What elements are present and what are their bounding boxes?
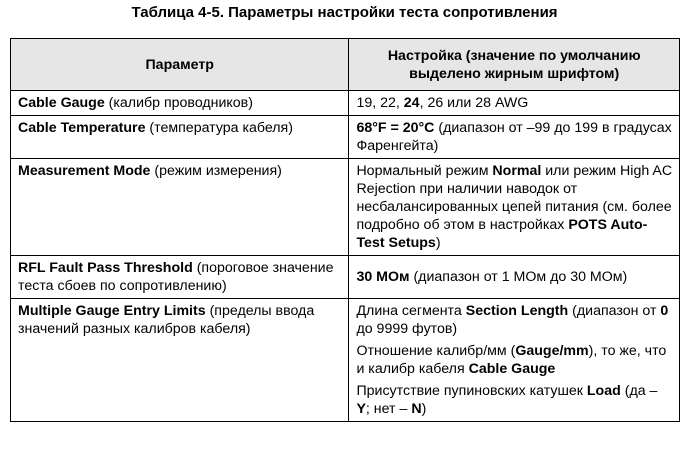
- param-cell: [11, 91, 349, 116]
- setting-default: Normal: [492, 163, 542, 179]
- setting-text: 19, 22,: [356, 95, 404, 111]
- setting-text: (диапазон от: [568, 303, 661, 319]
- param-desc: (пределы ввода значений разных калибров кабеля): [18, 303, 315, 337]
- setting-default: 68°F = 20°C: [356, 120, 435, 136]
- setting-reference: POTS Auto-Test Setups: [356, 217, 648, 251]
- param-name: RFL Fault Pass Threshold: [18, 260, 193, 276]
- param-name: Measurement Mode: [18, 163, 151, 179]
- setting-text: Присутствие пупиновских катушек: [356, 383, 587, 399]
- setting-key: Cable Gauge: [468, 361, 556, 377]
- setting-text: (да –: [620, 383, 658, 399]
- header-setting: Настройка (значение по умолчанию выделено жирным шрифтом): [349, 39, 680, 91]
- setting-text: Нормальный режим: [356, 163, 493, 179]
- setting-default: 30 МОм: [356, 269, 410, 285]
- settings-table: [10, 38, 680, 422]
- setting-key: Load: [586, 383, 621, 399]
- setting-text: ): [435, 235, 441, 251]
- setting-cell: [349, 116, 680, 159]
- setting-text: или режим High AC Rejection при наличии наводок от несбалансированных цепей питания (см. более подробно об этом в настройках: [356, 163, 673, 233]
- setting-cell: [349, 299, 680, 422]
- setting-default: Y: [356, 401, 366, 417]
- param-desc: (калибр проводников): [104, 95, 253, 111]
- table-row: [11, 91, 680, 116]
- setting-text: ; нет –: [365, 401, 412, 417]
- setting-default: 24: [403, 95, 420, 111]
- setting-key: Section Length: [465, 303, 569, 319]
- param-name: Cable Gauge: [18, 95, 105, 111]
- table-row: [11, 256, 680, 299]
- setting-cell: [349, 91, 680, 116]
- setting-line-gauge-mm: [356, 342, 673, 378]
- param-desc: (режим измерения): [150, 163, 282, 179]
- setting-text: , 26 или 28 AWG: [419, 95, 529, 111]
- setting-line-section-length: [356, 302, 673, 338]
- param-desc: (пороговое значение теста сбоев по сопротивлению): [18, 260, 334, 294]
- table-row: [11, 116, 680, 159]
- setting-key: Gauge/mm: [515, 343, 589, 359]
- param-name: Cable Temperature: [18, 120, 146, 136]
- setting-text: ), то же, что и калибр кабеля: [356, 343, 667, 377]
- param-name: Multiple Gauge Entry Limits: [18, 303, 206, 319]
- param-cell: [11, 159, 349, 256]
- setting-text: до 9999 футов): [356, 321, 458, 337]
- table-row: [11, 299, 680, 422]
- param-desc: (температура кабеля): [145, 120, 293, 136]
- setting-cell: [349, 159, 680, 256]
- setting-text: Длина сегмента: [356, 303, 466, 319]
- setting-default: 0: [660, 303, 669, 319]
- setting-text: (диапазон от –99 до 199 в градусах Фаренгейта): [356, 120, 672, 154]
- header-param: Параметр: [11, 39, 349, 91]
- setting-text: ): [421, 401, 427, 417]
- setting-text: (диапазон от 1 МОм до 30 МОм): [409, 269, 628, 285]
- param-cell: [11, 299, 349, 422]
- setting-cell: [349, 256, 680, 299]
- setting-option: N: [411, 401, 422, 417]
- setting-line-load: [356, 382, 673, 418]
- param-cell: [11, 256, 349, 299]
- table-header-row: [11, 39, 680, 91]
- table-row: [11, 159, 680, 256]
- table-title: Таблица 4-5. Параметры настройки теста сопротивления: [131, 4, 558, 21]
- setting-text: Отношение калибр/мм (: [356, 343, 516, 359]
- param-cell: [11, 116, 349, 159]
